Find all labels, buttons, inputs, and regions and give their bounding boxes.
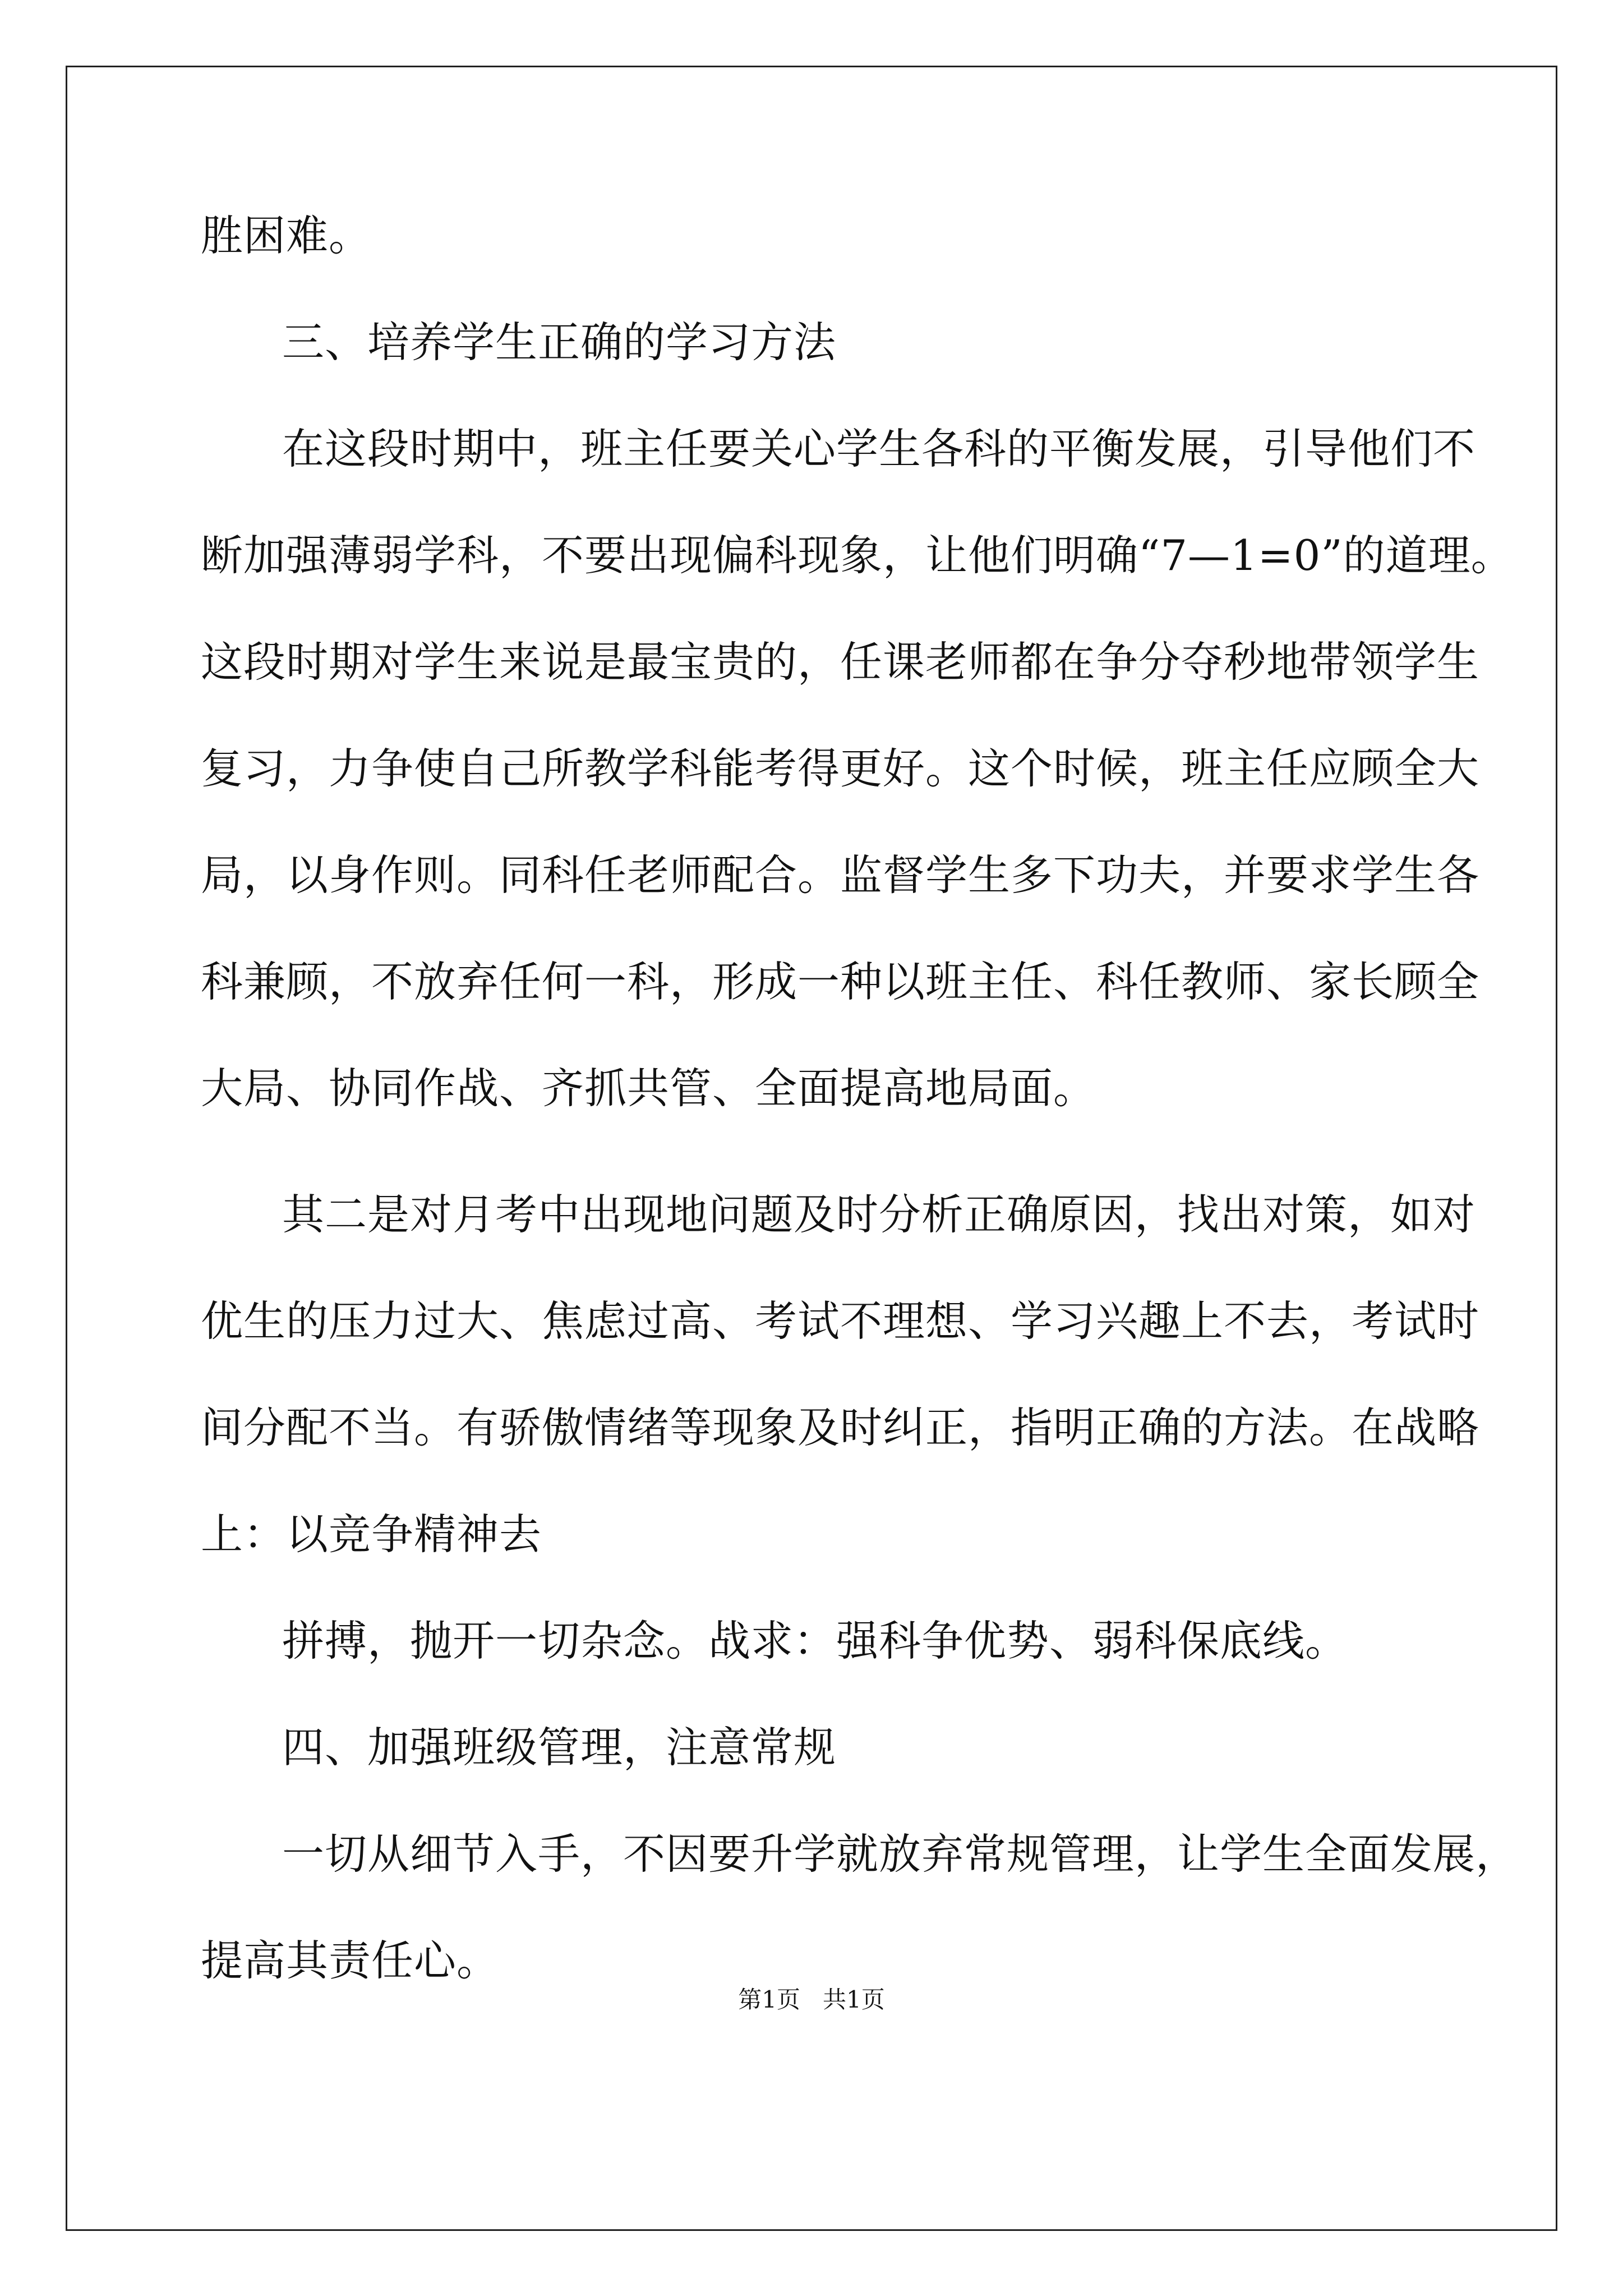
paragraph-line: 断加强薄弱学科，不要出现偏科现象，让他们明确“7—1=0”的道理。 [201, 531, 1514, 580]
paragraph-line: 拼搏，抛开一切杂念。战求：强科争优势、弱科保底线。 [282, 1616, 1348, 1665]
paragraph-line: 大局、协同作战、齐抓共管、全面提高地局面。 [201, 1064, 1096, 1113]
paragraph-line: 优生的压力过大、焦虑过高、考试不理想、学习兴趣上不去，考试时 [201, 1296, 1480, 1346]
page-number-footer: 第1页 共1页 [738, 1986, 885, 2013]
paragraph-line: 复习，力争使自己所教学科能考得更好。这个时候，班主任应顾全大 [201, 744, 1480, 793]
paragraph-line: 科兼顾，不放弃任何一科，形成一种以班主任、科任教师、家长顾全 [201, 957, 1480, 1006]
paragraph-line: 这段时期对学生来说是最宝贵的，任课老师都在争分夺秒地带领学生 [201, 637, 1480, 687]
paragraph-line: 局，以身作则。同科任老师配合。监督学生多下功夫，并要求学生各 [201, 850, 1480, 900]
paragraph-line: 胜困难。 [201, 211, 372, 260]
paragraph-line: 上：以竞争精神去 [201, 1510, 542, 1559]
paragraph-line: 一切从细节入手，不因要升学就放弃常规管理，让学生全面发展， [282, 1829, 1519, 1879]
page-border [66, 66, 1557, 2231]
paragraph-line: 提高其责任心。 [201, 1936, 500, 1985]
section-heading-4: 四、加强班级管理，注意常规 [282, 1723, 837, 1772]
section-heading-3: 三、培养学生正确的学习方法 [282, 318, 837, 367]
paragraph-line: 间分配不当。有骄傲情绪等现象及时纠正，指明正确的方法。在战略 [201, 1403, 1480, 1452]
paragraph-line: 其二是对月考中出现地问题及时分析正确原因，找出对策，如对 [282, 1190, 1476, 1239]
paragraph-line: 在这段时期中，班主任要关心学生各科的平衡发展，引导他们不 [282, 424, 1476, 473]
